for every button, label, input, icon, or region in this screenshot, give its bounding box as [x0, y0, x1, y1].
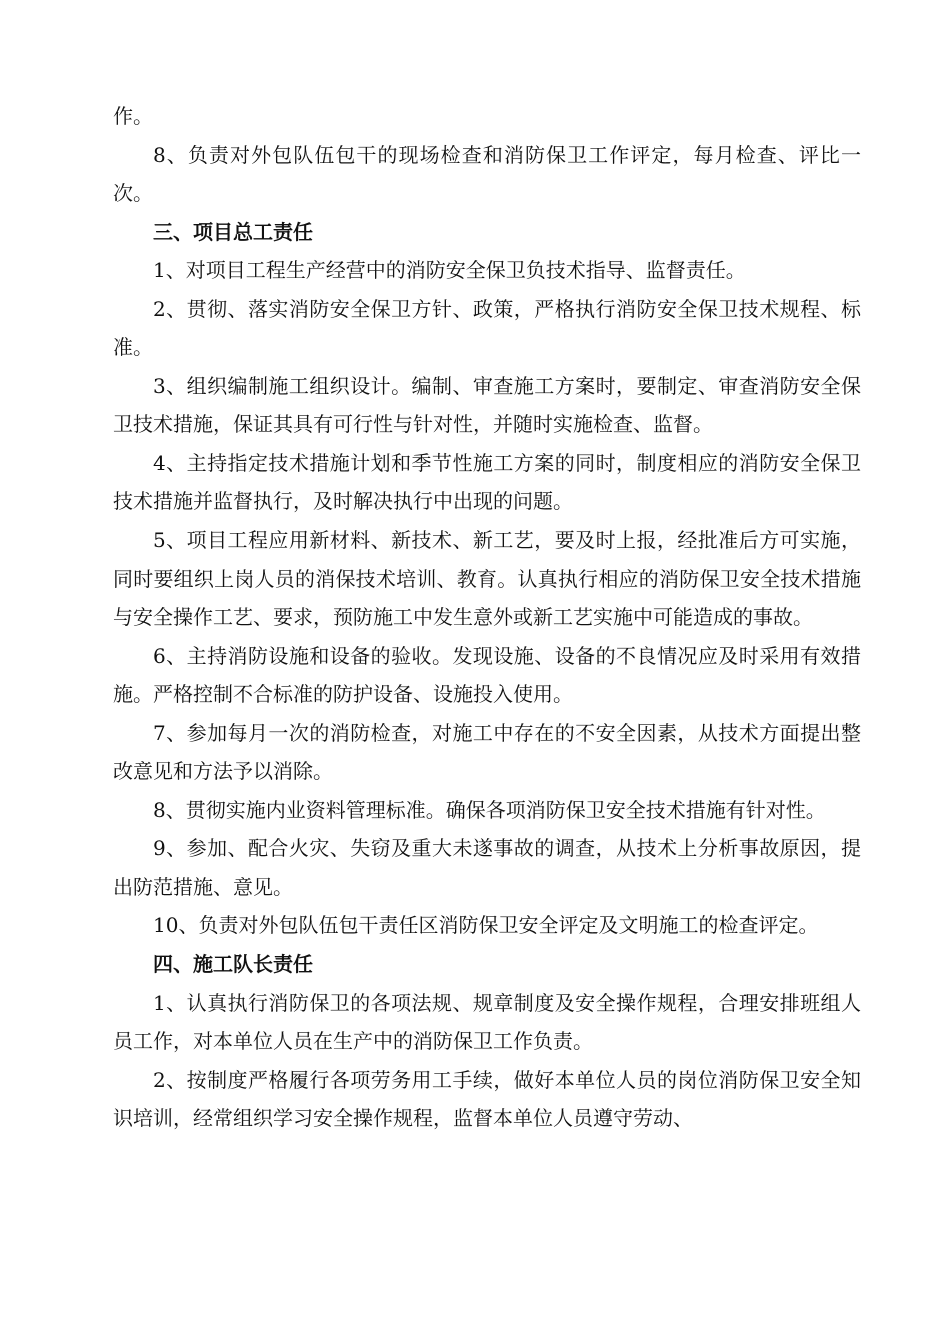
paragraph: 1、对项目工程生产经营中的消防安全保卫负技术指导、监督责任。 [153, 258, 746, 283]
paragraph: 8、负责对外包队伍包干的现场检查和消防保卫工作评定，每月检查、评比一次。 [113, 142, 861, 206]
section-heading: 三、项目总工责任 [153, 219, 313, 244]
paragraph: 10、负责对外包队伍包干责任区消防保卫安全评定及文明施工的检查评定。 [153, 913, 819, 938]
paragraph: 作。 [113, 104, 153, 128]
paragraph: 8、贯彻实施内业资料管理标准。确保各项消防保卫安全技术措施有针对性。 [153, 797, 826, 822]
paragraph: 4、主持指定技术措施计划和季节性施工方案的同时，制度相应的消防安全保卫技术措施并监督执行，及时解决执行中出现的问题。 [113, 450, 861, 514]
paragraph: 7、参加每月一次的消防检查，对施工中存在的不安全因素，从技术方面提出整改意见和方法予以消除。 [113, 720, 861, 784]
section-heading: 四、施工队长责任 [153, 952, 313, 977]
paragraph: 9、参加、配合火灾、失窃及重大未遂事故的调查，从技术上分析事故原因，提出防范措施、意见。 [113, 836, 861, 899]
paragraph: 2、贯彻、落实消防安全保卫方针、政策，严格执行消防安全保卫技术规程、标准。 [113, 296, 861, 360]
paragraph: 1、认真执行消防保卫的各项法规、规章制度及安全操作规程，合理安排班组人员工作，对本单位人员在生产中的消防保卫工作负责。 [113, 990, 861, 1054]
paragraph: 2、按制度严格履行各项劳务用工手续，做好本单位人员的岗位消防保卫安全知识培训，经常组织学习安全操作规程，监督本单位人员遵守劳动、 [113, 1067, 861, 1131]
paragraph: 5、项目工程应用新材料、新技术、新工艺，要及时上报，经批准后方可实施，同时要组织上岗人员的消保技术培训、教育。认真执行相应的消防保卫安全技术措施与安全操作工艺、要求，预防施工中发生意外或新工艺实施中可能造成的事故。 [113, 528, 861, 630]
document-body [113, 97, 861, 1138]
paragraph: 6、主持消防设施和设备的验收。发现设施、设备的不良情况应及时采用有效措施。严格控制不合标准的防护设备、设施投入使用。 [113, 643, 861, 707]
paragraph: 3、组织编制施工组织设计。编制、审查施工方案时，要制定、审查消防安全保卫技术措施，保证其具有可行性与针对性，并随时实施检查、监督。 [113, 373, 861, 437]
